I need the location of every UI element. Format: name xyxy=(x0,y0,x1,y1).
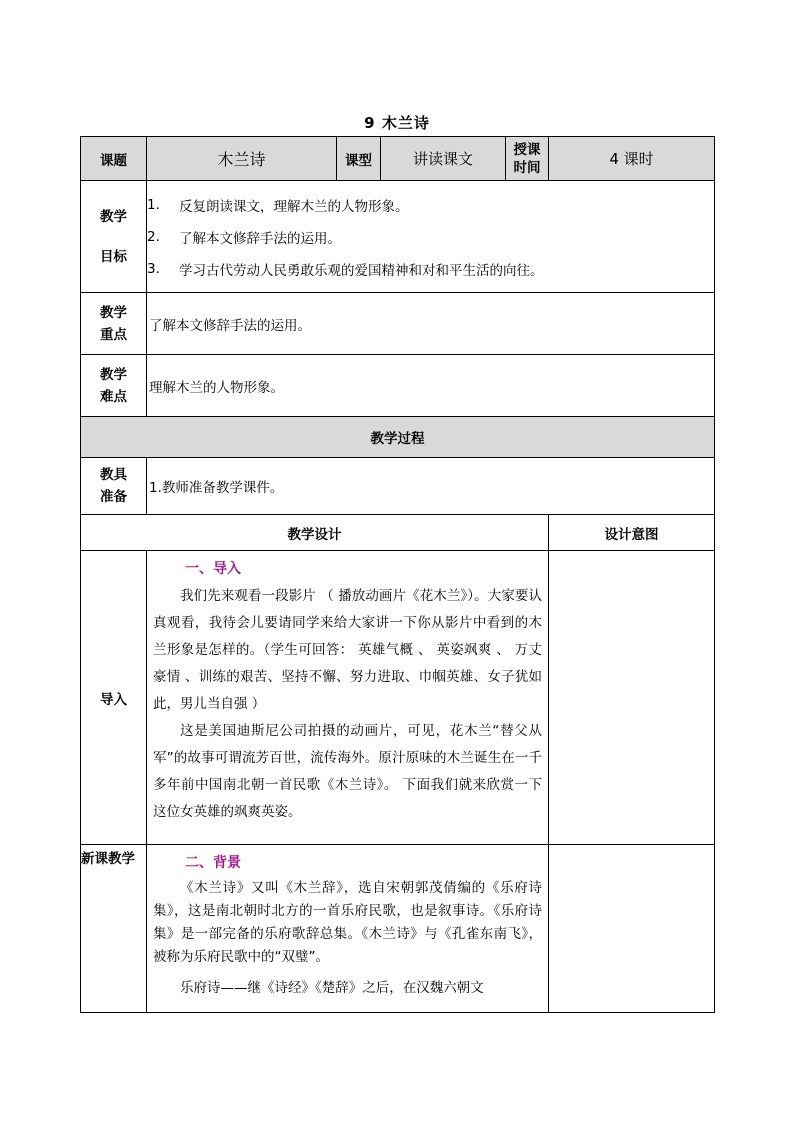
key-points-row xyxy=(81,293,715,355)
goals-label: 教学 目标 xyxy=(81,181,147,293)
process-header: 教学过程 xyxy=(81,417,715,458)
intro-intent xyxy=(549,551,715,845)
topic-value: 木兰诗 xyxy=(147,137,337,181)
page-title: 9 木兰诗 xyxy=(364,114,430,132)
new-lesson-heading: 二、背景 xyxy=(185,855,241,871)
goals-row xyxy=(81,181,715,293)
goal-item: 3. 学习古代劳动人民勇敢乐观的爱国精神和对和平生活的向往。 xyxy=(147,260,544,279)
key-points-label: 教学 重点 xyxy=(81,293,147,355)
process-header-row xyxy=(81,417,715,458)
intent-header: 设计意图 xyxy=(549,515,715,551)
topic-label: 课题 xyxy=(81,137,147,181)
new-lesson-paragraph: 乐府诗——继《诗经》《楚辞》之后，在汉魏六朝文 xyxy=(180,980,484,996)
goal-item: 2. 了解本文修辞手法的运用。 xyxy=(147,228,341,247)
new-lesson-row xyxy=(81,845,715,1013)
time-value: 4 课时 xyxy=(549,137,715,181)
goal-item: 1. 反复朗读课文，理解木兰的人物形象。 xyxy=(147,196,409,215)
difficulties-label: 教学 难点 xyxy=(81,355,147,417)
intro-label: 导入 xyxy=(81,551,147,845)
intro-content xyxy=(147,551,549,845)
intro-paragraph: 这是美国迪斯尼公司拍摄的动画片，可见，花木兰“替父从军”的故事可谓流芳百世，流传海外。原汁原味的木兰诞生在一千多年前中国南北朝一首民歌《木兰诗》。 下面我们就来欣赏一下这位女英雄的飒爽英姿。 xyxy=(153,723,542,820)
intro-row xyxy=(81,551,715,845)
tools-text: 1.教师准备教学课件。 xyxy=(147,458,715,515)
lesson-plan-table xyxy=(80,136,715,1013)
tools-label: 教具 准备 xyxy=(81,458,147,515)
type-value: 讲读课文 xyxy=(381,137,506,181)
time-label: 授课 时间 xyxy=(506,137,549,181)
tools-row xyxy=(81,458,715,515)
design-header: 教学设计 xyxy=(81,515,549,551)
header-row xyxy=(81,137,715,181)
new-lesson-intent xyxy=(549,845,715,1013)
type-label: 课型 xyxy=(337,137,381,181)
new-lesson-label: 新课教学 xyxy=(81,845,147,1013)
new-lesson-content xyxy=(147,845,549,1013)
intro-paragraph: 我们先来观看一段影片 （ 播放动画片《花木兰》）。大家要认真观看，我待会儿要请同学来给大家讲一下你从影片中看到的木兰形象是怎样的。（学生可回答： 英雄气概 、 英姿飒爽 、 万丈豪情 、训练的艰苦、坚持不懈、努力进取、巾帼英雄、女子犹如此，男儿当自强 ） xyxy=(153,588,542,712)
new-lesson-paragraph: 《木兰诗》又叫《木兰辞》，选自宋朝郭茂倩编的《乐府诗集》，这是南北朝时北方的一首乐府民歌，也是叙事诗。《乐府诗集》是一部完备的乐府歌辞总集。《木兰诗》与《孔雀东南飞》，被称为乐府民歌中的“双璧”。 xyxy=(153,880,542,965)
goals-list xyxy=(147,181,715,293)
difficulties-row xyxy=(81,355,715,417)
design-header-row xyxy=(81,515,715,551)
intro-heading: 一、导入 xyxy=(185,561,241,577)
difficulties-text: 理解木兰的人物形象。 xyxy=(147,355,715,417)
key-points-text: 了解本文修辞手法的运用。 xyxy=(147,293,715,355)
